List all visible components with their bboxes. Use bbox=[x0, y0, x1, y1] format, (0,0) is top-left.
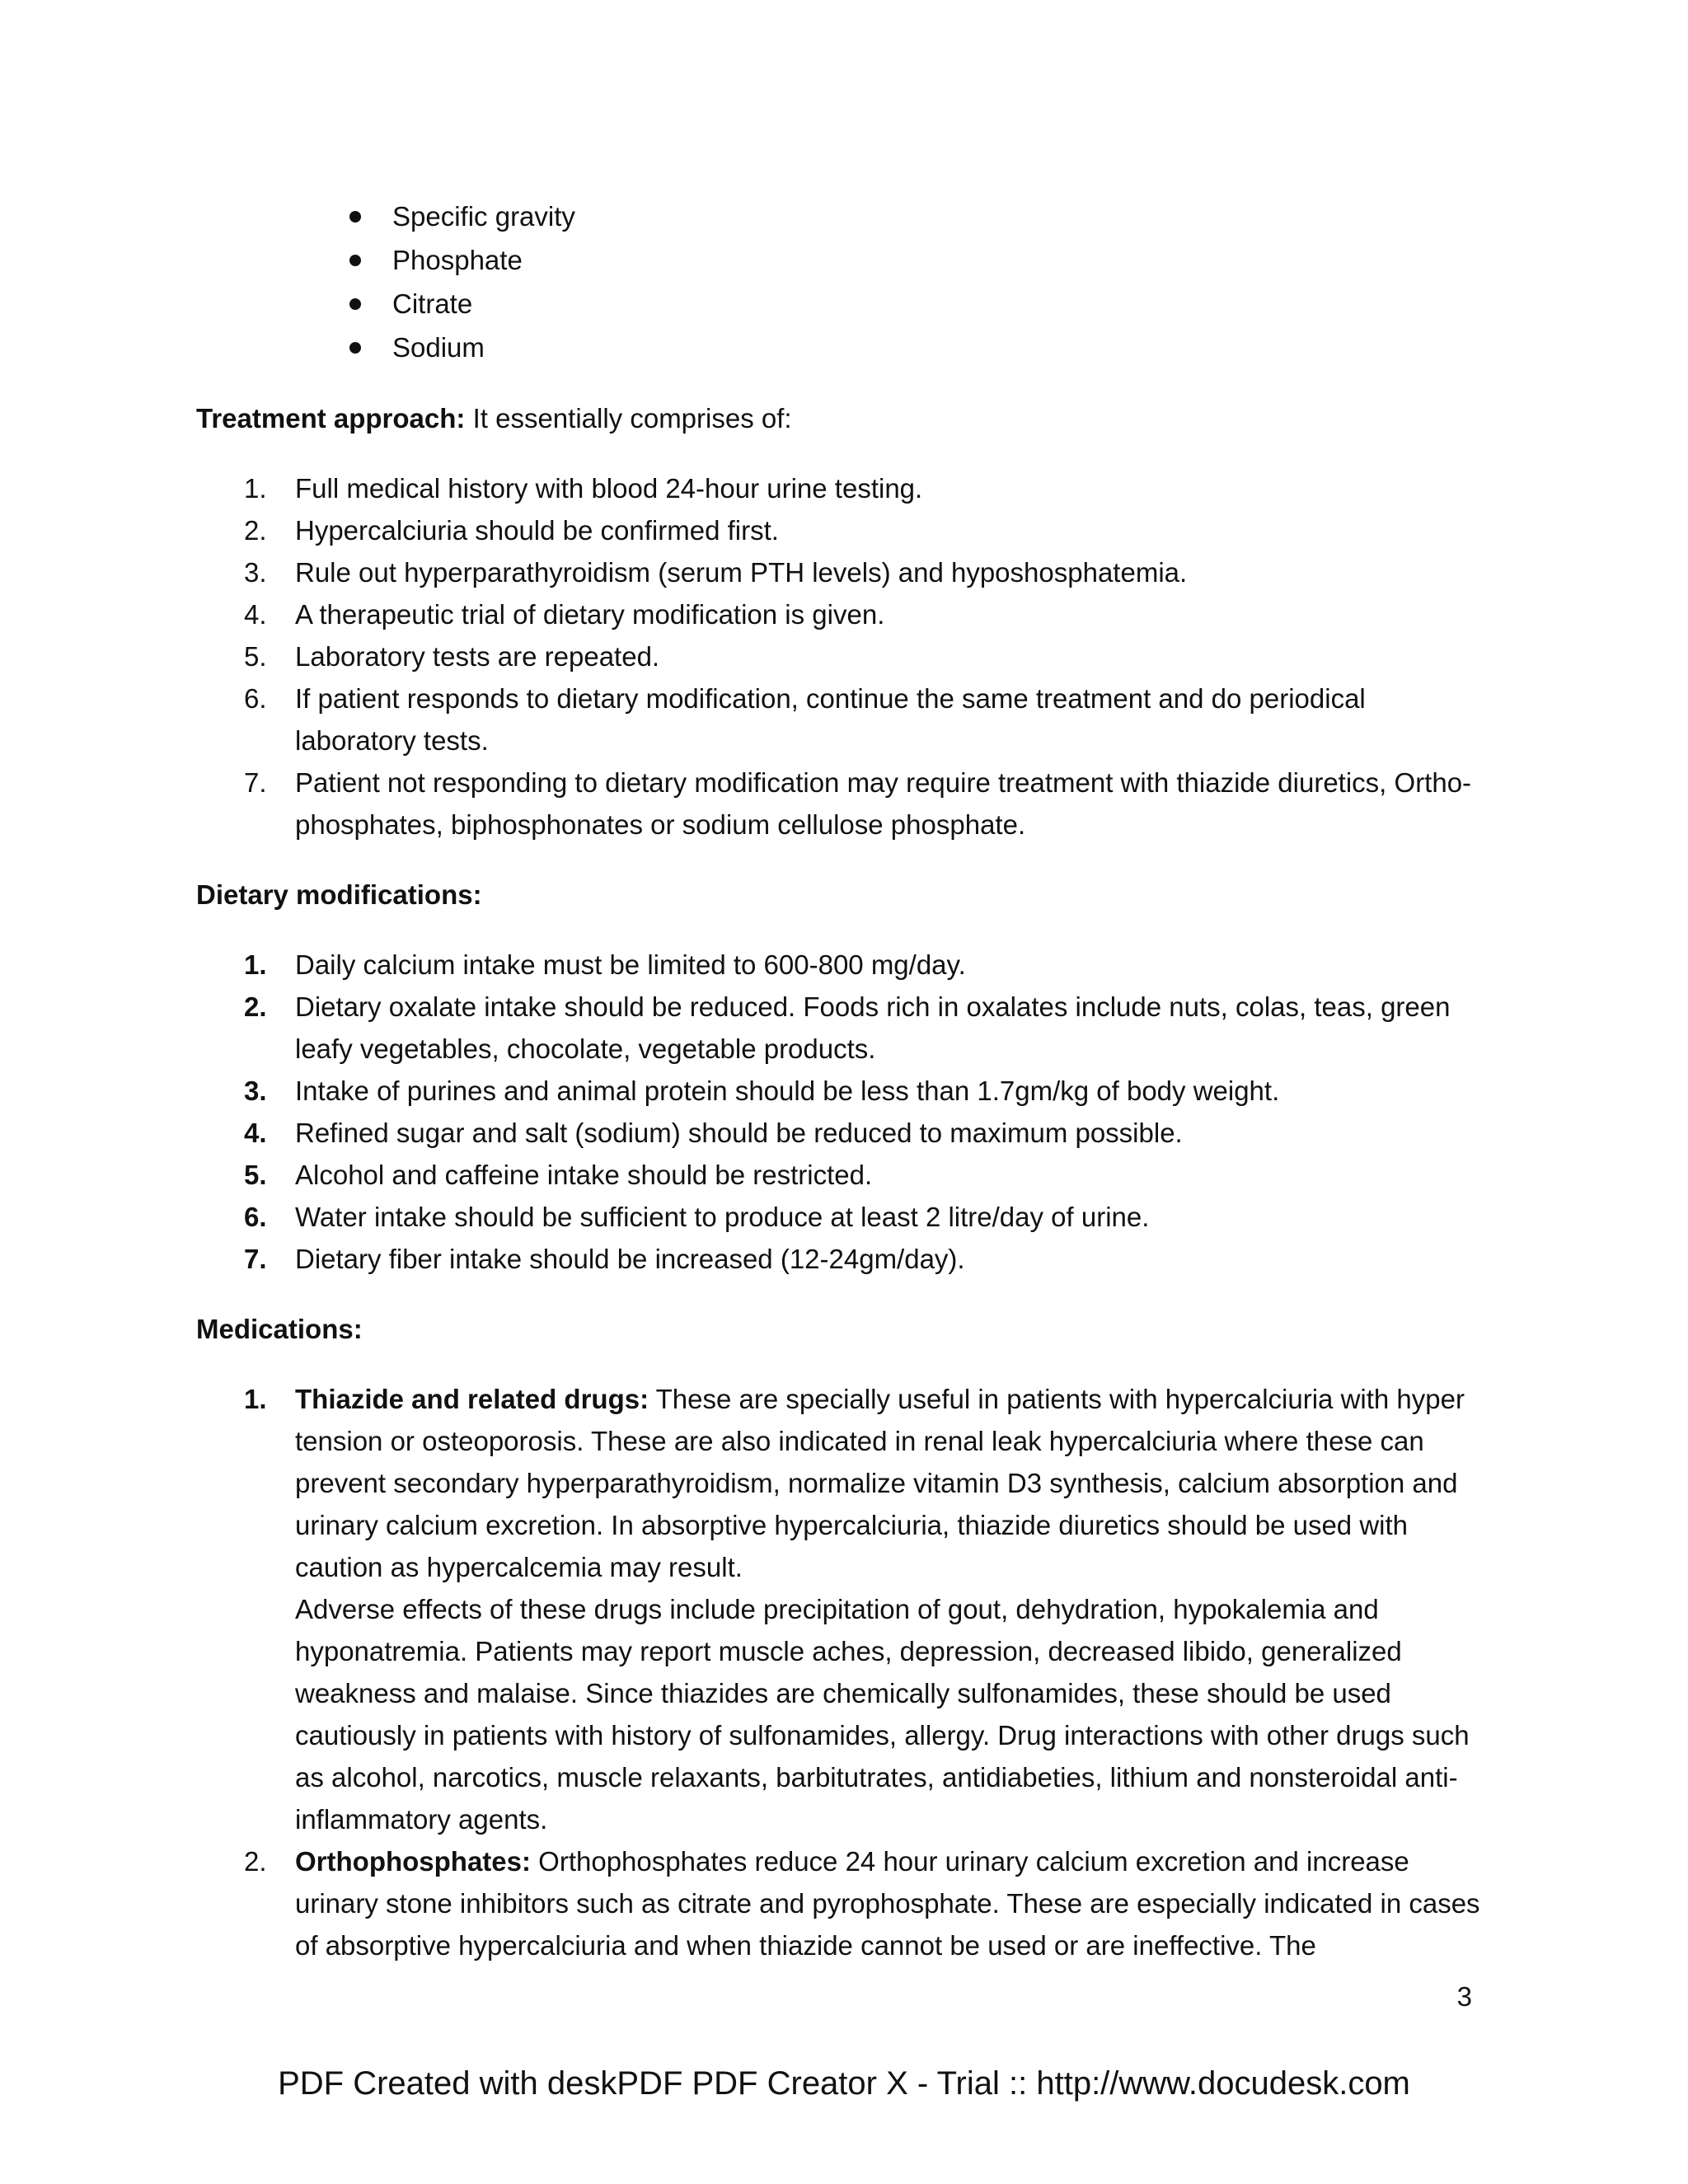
list-item: 5. Alcohol and caffeine intake should be restricted. bbox=[244, 1160, 873, 1190]
pdf-creator-footer: PDF Created with deskPDF PDF Creator X - Trial :: http://www.docudesk.com bbox=[278, 2065, 1410, 2102]
medications-heading: Medications: bbox=[196, 1314, 363, 1344]
list-item: Citrate bbox=[196, 282, 1482, 326]
page-content bbox=[196, 194, 1482, 1994]
page-number: 3 bbox=[1456, 1981, 1472, 2012]
list-item: 4. A therapeutic trial of dietary modification is given. bbox=[244, 599, 885, 630]
list-item: 1. Full medical history with blood 24-hour urine testing. bbox=[244, 473, 923, 504]
list-item: 6. If patient responds to dietary modification, continue the same treatment and do periodical laboratory tests. bbox=[244, 683, 1366, 756]
treatment-steps-list bbox=[196, 467, 1482, 846]
list-item: 2. Dietary oxalate intake should be reduced. Foods rich in oxalates include nuts, colas, teas, green leafy vegetables, chocolate, vegetable products. bbox=[244, 991, 1451, 1064]
orthophosphates-title: Orthophosphates: bbox=[295, 1846, 531, 1877]
list-item: 4. Refined sugar and salt (sodium) should be reduced to maximum possible. bbox=[244, 1118, 1183, 1148]
orthophosphates-text: Orthophosphates reduce 24 hour urinary calcium excretion and increase urinary stone inhibitors such as citrate and pyrophosphate. These are especially indicated in cases of absorptive hypercalciuria and when thiazide cannot be used or are ineffective. The bbox=[295, 1846, 1480, 1961]
medications-list bbox=[196, 1378, 1482, 1966]
list-item: 3. Rule out hyperparathyroidism (serum PTH levels) and hyposhosphatemia. bbox=[244, 557, 1188, 588]
dietary-modifications-list bbox=[196, 944, 1482, 1280]
list-item: 1. Thiazide and related drugs: These are specially useful in patients with hypercalciuria with hyper tension or osteoporosis. These are also indicated in renal leak hypercalciuria where these can prevent secondary hyperparathyroidism, normalize vitamin D3 synthesis, calcium absorption and urinary calcium excretion. In absorptive hypercalciuria, thiazide diuretics should be used with caution as hypercalcemia may result. Adverse effects of these drugs include precipitation of gout, dehydration, hypokalemia and hyponatremia. Patients may report muscle aches, depression, decreased libido, generalized weakness and malaise. Since thiazides are chemically sulfonamides, these should be used cautiously in patients with history of sulfonamides, allergy. Drug interactions with other drugs such as alcohol, narcotics, muscle relaxants, barbitutrates, antidiabeties, lithium and nonsteroidal anti-inflammatory agents. bbox=[196, 1378, 1482, 1840]
list-item: 7. Dietary fiber intake should be increased (12-24gm/day). bbox=[244, 1244, 965, 1274]
thiazide-title: Thiazide and related drugs: bbox=[295, 1384, 649, 1414]
list-item: 5. Laboratory tests are repeated. bbox=[244, 641, 660, 672]
dietary-modifications-heading: Dietary modifications: bbox=[196, 879, 482, 910]
list-item: Specific gravity bbox=[196, 194, 1482, 238]
list-item: 6. Water intake should be sufficient to produce at least 2 litre/day of urine. bbox=[244, 1202, 1150, 1232]
bullet-icon bbox=[349, 255, 361, 266]
bullet-icon bbox=[349, 211, 361, 223]
test-parameter-list bbox=[196, 194, 1482, 369]
list-item: 7. Patient not responding to dietary modification may require treatment with thiazide diuretics, Ortho-phosphates, biphosphonates or sodium cellulose phosphate. bbox=[244, 767, 1472, 840]
treatment-approach-heading: Treatment approach: bbox=[196, 403, 466, 434]
treatment-approach-paragraph bbox=[196, 397, 1482, 439]
list-item: 2. Orthophosphates: Orthophosphates reduce 24 hour urinary calcium excretion and increase urinary stone inhibitors such as citrate and pyrophosphate. These are especially indicated in cases of absorptive hypercalciuria and when thiazide cannot be used or are ineffective. The bbox=[244, 1846, 1480, 1961]
bullet-icon bbox=[349, 342, 361, 354]
thiazide-text: These are specially useful in patients with hypercalciuria with hyper tension or osteoporosis. These are also indicated in renal leak hypercalciuria where these can prevent secondary hyperparathyroidism, normalize vitamin D3 synthesis, calcium absorption and urinary calcium excretion. In absorptive hypercalciuria, thiazide diuretics should be used with caution as hypercalcemia may result. bbox=[295, 1384, 1465, 1582]
thiazide-adverse-effects: Adverse effects of these drugs include precipitation of gout, dehydration, hypokalemia and hyponatremia. Patients may report muscle aches, depression, decreased libido, generalized weakness and malaise. Since thiazides are chemically sulfonamides, these should be used cautiously in patients with history of sulfonamides, allergy. Drug interactions with other drugs such as alcohol, narcotics, muscle relaxants, barbitutrates, antidiabeties, lithium and nonsteroidal anti-inflammatory agents. bbox=[295, 1594, 1470, 1835]
list-item: 1. Daily calcium intake must be limited to 600-800 mg/day. bbox=[244, 949, 966, 980]
list-item: 3. Intake of purines and animal protein should be less than 1.7gm/kg of body weight. bbox=[244, 1076, 1280, 1106]
bullet-icon bbox=[349, 298, 361, 310]
list-item: Sodium bbox=[196, 326, 1482, 369]
treatment-approach-intro: It essentially comprises of: bbox=[465, 403, 792, 434]
list-item: Phosphate bbox=[196, 238, 1482, 282]
list-item: 2. Hypercalciuria should be confirmed first. bbox=[244, 515, 779, 546]
